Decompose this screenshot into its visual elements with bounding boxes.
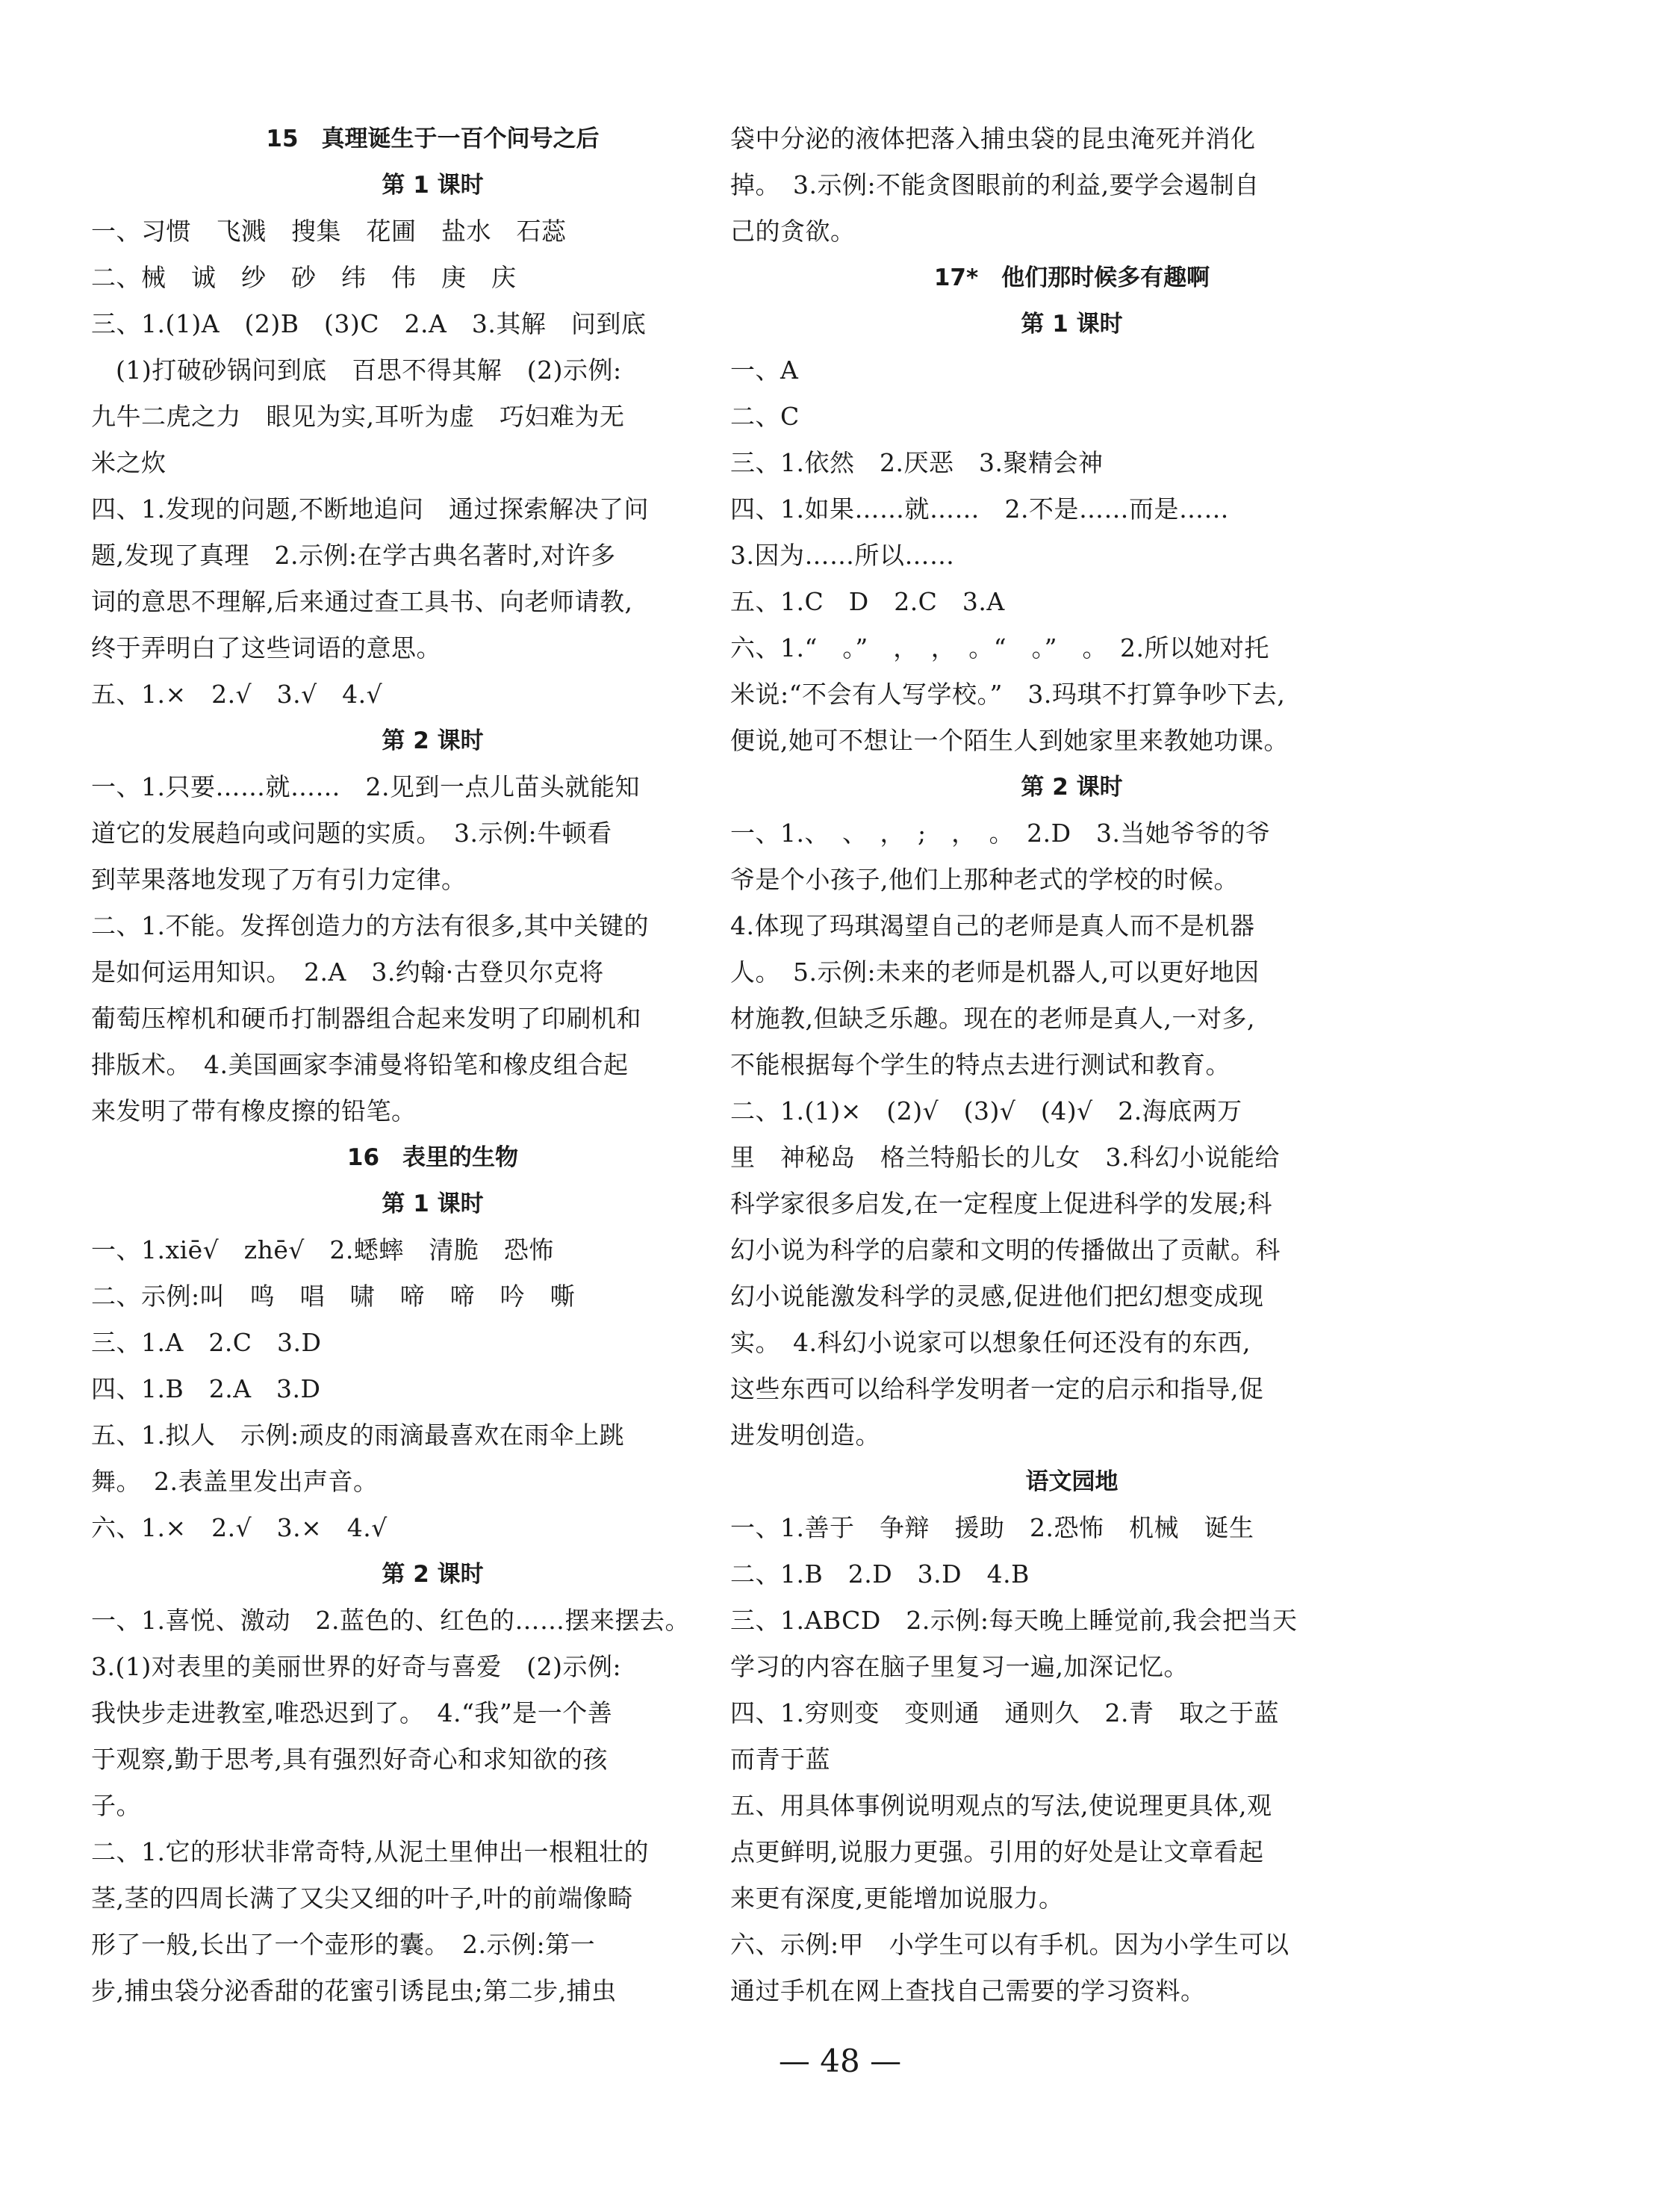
answer-line: 于观察,勤于思考,具有强烈好奇心和求知欲的孩	[91, 1745, 608, 1774]
answer-line: 葡萄压榨机和硬币打制器组合起来发明了印刷机和	[91, 1004, 641, 1033]
answer-line: 四、1.发现的问题,不断地追问 通过探索解决了问	[91, 494, 649, 524]
answer-line: 一、1.xiē√ zhē√ 2.蟋蟀 清脆 恐怖	[91, 1235, 554, 1264]
answer-line: 六、示例:甲 小学生可以有手机。因为小学生可以	[730, 1930, 1289, 1959]
lesson-heading: 第 1 课时	[382, 172, 484, 199]
answer-line: 科学家很多启发,在一定程度上促进科学的发展;科	[730, 1189, 1273, 1218]
answer-line: 四、1.穷则变 变则通 通则久 2.青 取之于蓝	[730, 1698, 1279, 1727]
answer-line: 来更有深度,更能增加说服力。	[730, 1884, 1064, 1913]
answer-line: 二、1.不能。发挥创造力的方法有很多,其中关键的	[91, 911, 649, 940]
answer-line: 一、A	[730, 356, 799, 385]
answer-line: 舞。 2.表盖里发出声音。	[91, 1467, 379, 1496]
answer-line: 五、1.拟人 示例:顽皮的雨滴最喜欢在雨伞上跳	[91, 1421, 625, 1450]
lesson-heading: 第 2 课时	[1021, 774, 1123, 801]
answer-line: 不能根据每个学生的特点去进行测试和教育。	[730, 1050, 1231, 1079]
answer-line: 实。 4.科幻小说家可以想象任何还没有的东西,	[730, 1328, 1251, 1357]
answer-line: 一、1.喜悦、激动 2.蓝色的、红色的……摆来摆去。	[91, 1606, 690, 1635]
answer-line: 步,捕虫袋分泌香甜的花蜜引诱昆虫;第二步,捕虫	[91, 1976, 617, 2005]
answer-line: 三、1.A 2.C 3.D	[91, 1328, 322, 1357]
answer-line: 一、1.善于 争辩 援助 2.恐怖 机械 诞生	[730, 1513, 1254, 1542]
right-column	[730, 116, 1413, 2014]
answer-line: 四、1.如果……就…… 2.不是……而是……	[730, 494, 1229, 524]
answer-line: 三、1.(1)A (2)B (3)C 2.A 3.其解 问到底	[91, 309, 647, 338]
answer-line: 便说,她可不想让一个陌生人到她家里来教她功课。	[730, 726, 1289, 755]
answer-line: 一、习惯 飞溅 搜集 花圃 盐水 石蕊	[91, 217, 567, 246]
lesson-heading: 第 2 课时	[382, 727, 484, 754]
answer-line: 九牛二虎之力 眼见为实,耳听为虚 巧妇难为无	[91, 402, 625, 431]
answer-line: 通过手机在网上查找自己需要的学习资料。	[730, 1976, 1206, 2005]
answer-line: 里 神秘岛 格兰特船长的儿女 3.科幻小说能给	[730, 1143, 1280, 1172]
answer-line: 一、1.只要……就…… 2.见到一点儿苗头就能知	[91, 772, 640, 801]
answer-line: 排版术。 4.美国画家李浦曼将铅笔和橡皮组合起	[91, 1050, 629, 1079]
answer-line: 茎,茎的四周长满了又尖又细的叶子,叶的前端像畸	[91, 1884, 633, 1913]
answer-line: 二、1.它的形状非常奇特,从泥土里伸出一根粗壮的	[91, 1837, 649, 1866]
answer-line: 三、1.ABCD 2.示例:每天晚上睡觉前,我会把当天	[730, 1606, 1298, 1635]
answer-line: 二、1.B 2.D 3.D 4.B	[730, 1559, 1030, 1589]
answer-line: 一、1.、 、 ， ; ， 。 2.D 3.当她爷爷的爷	[730, 819, 1271, 848]
answer-line: (1)打破砂锅问到底 百思不得其解 (2)示例:	[116, 356, 622, 385]
answer-line: 二、1.(1)× (2)√ (3)√ (4)√ 2.海底两万	[730, 1096, 1242, 1126]
answer-line: 点更鲜明,说服力更强。引用的好处是让文章看起	[730, 1837, 1264, 1866]
answer-line: 幻小说能激发科学的灵感,促进他们把幻想变成现	[730, 1282, 1264, 1311]
answer-line: 米说:“不会有人写学校。” 3.玛琪不打算争吵下去,	[730, 680, 1286, 709]
answer-line: 三、1.依然 2.厌恶 3.聚精会神	[730, 448, 1104, 477]
answer-line: 我快步走进教室,唯恐迟到了。 4.“我”是一个善	[91, 1698, 613, 1727]
answer-line: 这些东西可以给科学发明者一定的启示和指导,促	[730, 1374, 1264, 1403]
answer-line: 题,发现了真理 2.示例:在学古典名著时,对许多	[91, 541, 616, 570]
answer-line: 人。 5.示例:未来的老师是机器人,可以更好地因	[730, 957, 1260, 987]
answer-line: 是如何运用知识。 2.A 3.约翰·古登贝尔克将	[91, 957, 604, 987]
answer-line: 二、械 诚 纱 砂 纬 伟 庚 庆	[91, 263, 517, 292]
lesson-heading: 第 2 课时	[382, 1561, 484, 1588]
answer-line: 子。	[91, 1791, 141, 1820]
answer-line: 二、示例:叫 鸣 唱 啸 啼 啼 吟 嘶	[91, 1282, 576, 1311]
answer-line: 二、C	[730, 402, 800, 431]
answer-line: 4.体现了玛琪渴望自己的老师是真人而不是机器	[730, 911, 1255, 940]
answer-line: 己的贪欲。	[730, 217, 856, 246]
answer-line: 来发明了带有橡皮擦的铅笔。	[91, 1096, 417, 1126]
answer-line: 3.(1)对表里的美丽世界的好奇与喜爱 (2)示例:	[91, 1652, 622, 1681]
answer-line: 幻小说为科学的启蒙和文明的传播做出了贡献。科	[730, 1235, 1281, 1264]
answer-line: 材施教,但缺乏乐趣。现在的老师是真人,一对多,	[730, 1004, 1255, 1033]
answer-line: 3.因为……所以……	[730, 541, 955, 570]
page-number: — 48 —	[778, 2043, 902, 2079]
left-column	[91, 116, 774, 2014]
answer-line: 掉。 3.示例:不能贪图眼前的利益,要学会遏制自	[730, 170, 1260, 199]
lesson-heading: 第 1 课时	[1021, 311, 1123, 338]
answer-line: 四、1.B 2.A 3.D	[91, 1374, 321, 1403]
section-title: 16 表里的生物	[346, 1144, 519, 1171]
lesson-heading: 第 1 课时	[382, 1190, 484, 1217]
answer-line: 六、1.× 2.√ 3.× 4.√	[91, 1513, 388, 1542]
section-title: 17* 他们那时候多有趣啊	[933, 264, 1210, 291]
lesson-heading: 语文园地	[1025, 1468, 1119, 1495]
answer-line: 而青于蓝	[730, 1745, 830, 1774]
answer-line: 到苹果落地发现了万有引力定律。	[91, 865, 467, 894]
answer-line: 米之炊	[91, 448, 167, 477]
answer-line: 形了一般,长出了一个壶形的囊。 2.示例:第一	[91, 1930, 596, 1959]
answer-line: 进发明创造。	[730, 1421, 880, 1450]
answer-line: 终于弄明白了这些词语的意思。	[91, 633, 441, 662]
answer-line: 六、1.“ 。” ， ， 。“ 。” 。 2.所以她对托	[730, 633, 1269, 662]
answer-line: 词的意思不理解,后来通过查工具书、向老师请教,	[91, 587, 633, 616]
answer-line: 爷是个小孩子,他们上那种老式的学校的时候。	[730, 865, 1239, 894]
section-title: 15 真理诞生于一百个问号之后	[266, 125, 600, 152]
answer-line: 五、1.C D 2.C 3.A	[730, 587, 1005, 616]
answer-line: 学习的内容在脑子里复习一遍,加深记忆。	[730, 1652, 1189, 1681]
answer-line: 五、1.× 2.√ 3.√ 4.√	[91, 680, 383, 709]
answer-line: 五、用具体事例说明观点的写法,使说理更具体,观	[730, 1791, 1272, 1820]
answer-line: 道它的发展趋向或问题的实质。 3.示例:牛顿看	[91, 819, 612, 848]
answer-line: 袋中分泌的液体把落入捕虫袋的昆虫淹死并消化	[730, 124, 1256, 153]
